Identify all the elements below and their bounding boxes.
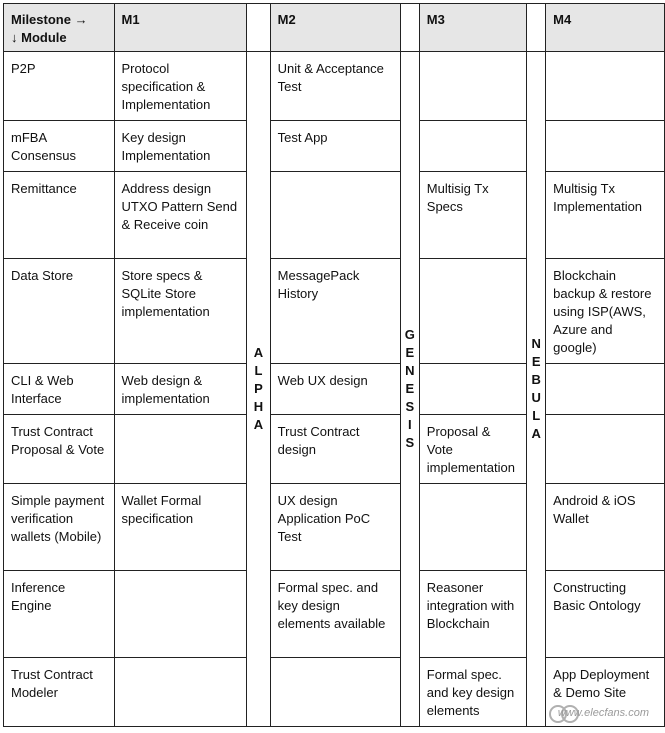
module-cell: Simple payment verification wallets (Mobile) bbox=[4, 484, 115, 571]
table-row bbox=[4, 571, 665, 658]
watermark-text: www.elecfans.com bbox=[557, 707, 649, 719]
genesis-band bbox=[400, 52, 419, 727]
m3-cell: Multisig Tx Specs bbox=[419, 172, 526, 259]
table-row bbox=[4, 415, 665, 484]
genesis-header-gap bbox=[400, 4, 419, 52]
m3-cell: Reasoner integration with Blockchain bbox=[419, 571, 526, 658]
table-row bbox=[4, 172, 665, 259]
m2-cell: Formal spec. and key design elements available bbox=[270, 571, 400, 658]
module-cell: Remittance bbox=[4, 172, 115, 259]
m4-cell: Constructing Basic Ontology bbox=[546, 571, 665, 658]
module-cell: CLI & Web Interface bbox=[4, 364, 115, 415]
m3-cell bbox=[419, 484, 526, 571]
m1-cell: Key design Implementation bbox=[114, 121, 247, 172]
m3-cell: Formal spec. and key design elements bbox=[419, 658, 526, 727]
m3-cell bbox=[419, 259, 526, 364]
module-cell: Trust Contract Proposal & Vote bbox=[4, 415, 115, 484]
m2-cell bbox=[270, 172, 400, 259]
m4-cell bbox=[546, 121, 665, 172]
m2-cell: MessagePack History bbox=[270, 259, 400, 364]
m1-header: M1 bbox=[114, 4, 247, 52]
alpha-header-gap bbox=[247, 4, 270, 52]
header-row bbox=[4, 4, 665, 52]
nebula-label: NEBULA bbox=[531, 336, 541, 441]
m3-cell: Proposal & Vote implementation bbox=[419, 415, 526, 484]
m3-cell bbox=[419, 52, 526, 121]
m4-cell: Multisig Tx Implementation bbox=[546, 172, 665, 259]
m2-header: M2 bbox=[270, 4, 400, 52]
milestone-table bbox=[3, 3, 665, 727]
m3-header: M3 bbox=[419, 4, 526, 52]
module-cell: mFBA Consensus bbox=[4, 121, 115, 172]
m2-cell: Unit & Acceptance Test bbox=[270, 52, 400, 121]
table-row bbox=[4, 364, 665, 415]
m3-cell bbox=[419, 121, 526, 172]
nebula-band bbox=[527, 52, 546, 727]
m4-cell bbox=[546, 364, 665, 415]
genesis-label: GENESIS bbox=[404, 327, 415, 450]
table-row bbox=[4, 121, 665, 172]
table-row bbox=[4, 484, 665, 571]
m3-cell bbox=[419, 364, 526, 415]
m1-cell: Address design UTXO Pattern Send & Receive coin bbox=[114, 172, 247, 259]
nebula-header-gap bbox=[527, 4, 546, 52]
m1-cell: Wallet Formal specification bbox=[114, 484, 247, 571]
m4-cell bbox=[546, 52, 665, 121]
m4-cell bbox=[546, 415, 665, 484]
m2-cell: Test App bbox=[270, 121, 400, 172]
m4-cell: App Deployment & Demo Site bbox=[546, 658, 665, 727]
table-row bbox=[4, 259, 665, 364]
m1-cell: Store specs & SQLite Store implementation bbox=[114, 259, 247, 364]
m1-cell bbox=[114, 658, 247, 727]
module-cell: Trust Contract Modeler bbox=[4, 658, 115, 727]
m4-header: M4 bbox=[546, 4, 665, 52]
alpha-label: ALPHA bbox=[253, 345, 264, 432]
m4-cell: Blockchain backup & restore using ISP(AWS, Azure and google) bbox=[546, 259, 665, 364]
corner-header: Milestone → ↓ Module bbox=[4, 4, 115, 52]
m1-cell: Protocol specification & Implementation bbox=[114, 52, 247, 121]
m1-cell: Web design & implementation bbox=[114, 364, 247, 415]
m2-cell: Trust Contract design bbox=[270, 415, 400, 484]
alpha-band bbox=[247, 52, 270, 727]
module-cell: P2P bbox=[4, 52, 115, 121]
m2-cell: Web UX design bbox=[270, 364, 400, 415]
m2-cell bbox=[270, 658, 400, 727]
m1-cell bbox=[114, 415, 247, 484]
module-cell: Data Store bbox=[4, 259, 115, 364]
table-row bbox=[4, 52, 665, 121]
m2-cell: UX design Application PoC Test bbox=[270, 484, 400, 571]
m1-cell bbox=[114, 571, 247, 658]
m4-cell: Android & iOS Wallet bbox=[546, 484, 665, 571]
module-cell: Inference Engine bbox=[4, 571, 115, 658]
